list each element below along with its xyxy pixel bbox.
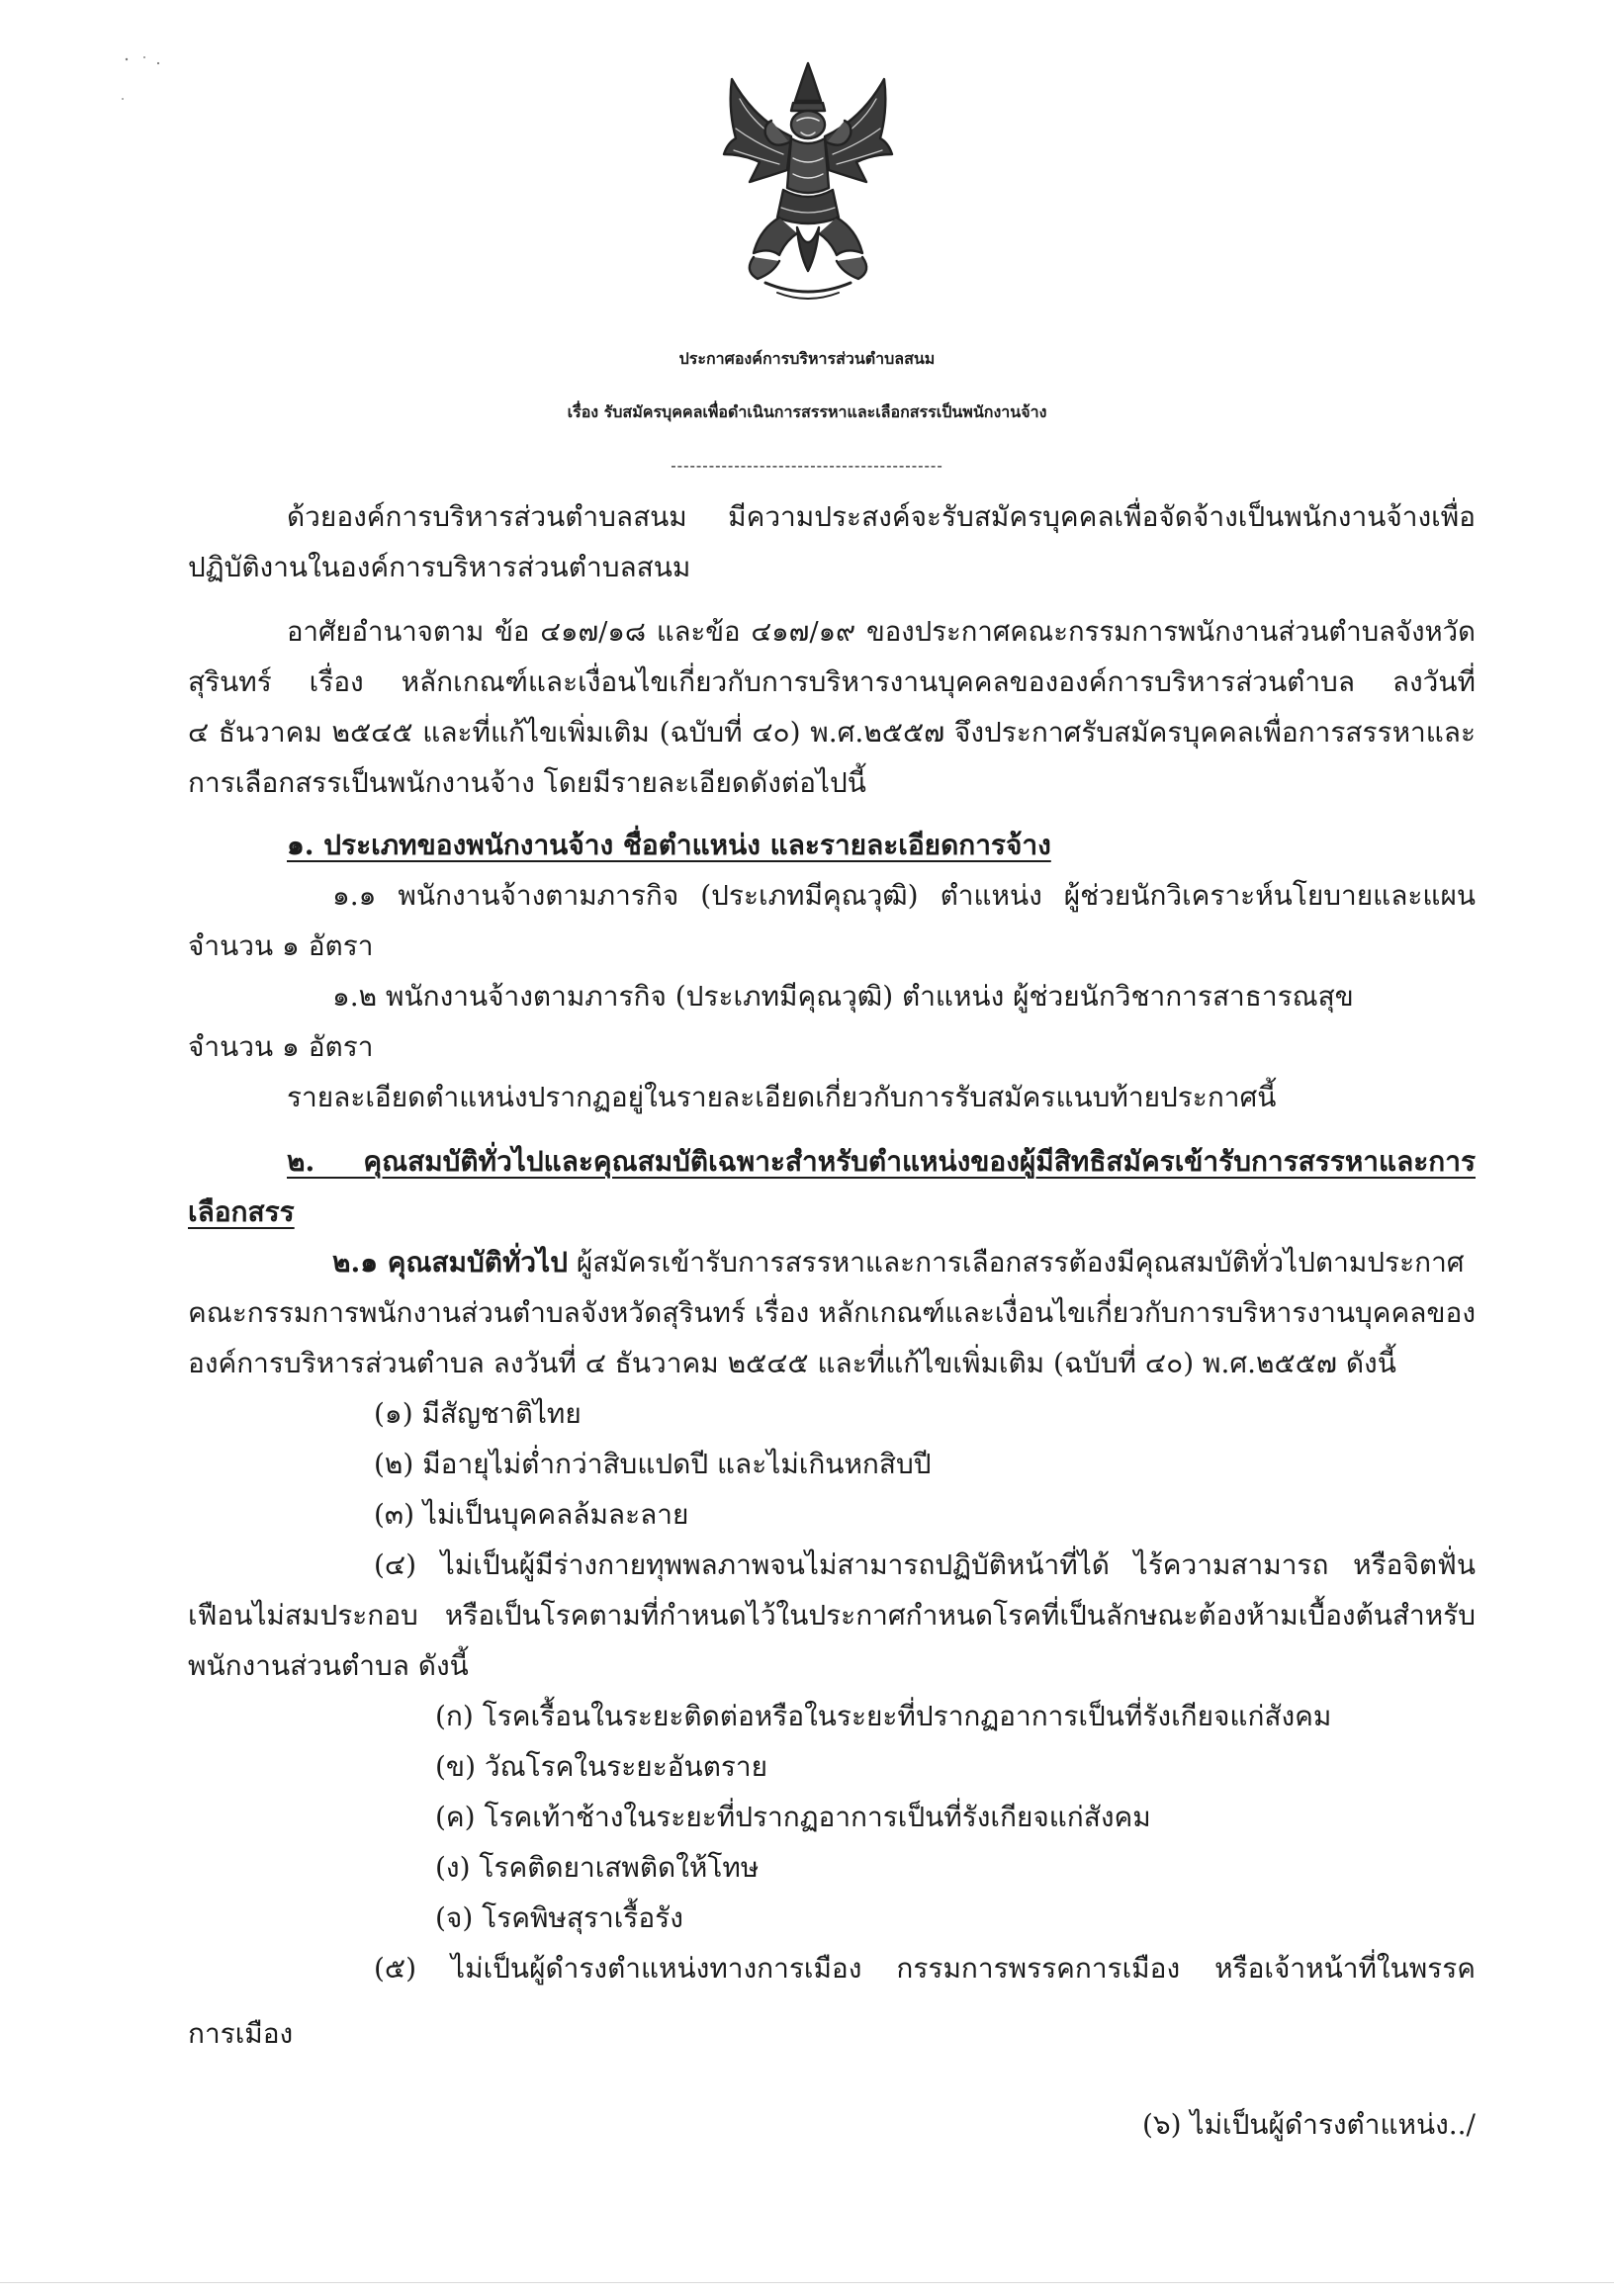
title-divider: -------------------------------------------	[671, 456, 943, 475]
disease-item-4: (ง) โรคติดยาเสพติดให้โทษ	[435, 1851, 760, 1884]
section-1-item-1-line-1: ๑.๑ พนักงานจ้างตามภารกิจ (ประเภทมีคุณวุฒิ) ตำแหน่ง ผู้ช่วยนักวิเคราะห์นโยบายและแผน	[332, 879, 1476, 912]
section-1-item-1-line-2: จำนวน ๑ อัตรา	[188, 929, 374, 962]
announcement-subject: เรื่อง รับสมัครบุคคลเพื่อดำเนินการสรรหาและเลือกสรรเป็นพนักงานจ้าง	[567, 402, 1047, 421]
section-1-item-2-line-2: จำนวน ๑ อัตรา	[188, 1030, 374, 1063]
qualification-4-line-2: เฟือนไม่สมประกอบ หรือเป็นโรคตามที่กำหนดไว้ในประกาศกำหนดโรคที่เป็นลักษณะต้องห้ามเบื้องต้นสำหรับ	[188, 1599, 1476, 1632]
intro-paragraph-2-line-2: สุรินทร์ เรื่อง หลักเกณฑ์และเงื่อนไขเกี่ยวกับการบริหารงานบุคคลขององค์การบริหารส่วนตำบล ลงวันที่	[188, 665, 1476, 698]
scan-edge-line	[0, 2282, 1614, 2283]
scan-specks	[119, 49, 178, 109]
intro-paragraph-1-line-1: ด้วยองค์การบริหารส่วนตำบลสนม มีความประสงค์จะรับสมัครบุคคลเพื่อจัดจ้างเป็นพนักงานจ้างเพื่อ	[287, 500, 1476, 533]
qualification-1: (๑) มีสัญชาติไทย	[374, 1397, 582, 1430]
section-1-item-2-line-1: ๑.๒ พนักงานจ้างตามภารกิจ (ประเภทมีคุณวุฒิ) ตำแหน่ง ผู้ช่วยนักวิชาการสาธารณสุข	[332, 980, 1354, 1013]
qualification-5-line-1: (๕) ไม่เป็นผู้ดำรงตำแหน่งทางการเมือง กรรมการพรรคการเมือง หรือเจ้าหน้าที่ในพรรค	[374, 1952, 1476, 1985]
disease-item-1: (ก) โรคเรื้อนในระยะติดต่อหรือในระยะที่ปรากฏอาการเป็นที่รังเกียจแก่สังคม	[435, 1700, 1332, 1732]
section-1-note: รายละเอียดตำแหน่งปรากฏอยู่ในรายละเอียดเกี่ยวกับการรับสมัครแนบท้ายประกาศนี้	[287, 1081, 1277, 1113]
qualification-4-line-3: พนักงานส่วนตำบล ดังนี้	[188, 1649, 469, 1682]
disease-item-2: (ข) วัณโรคในระยะอันตราย	[435, 1750, 768, 1783]
section-2-1-line-3: องค์การบริหารส่วนตำบล ลงวันที่ ๔ ธันวาคม ๒๕๔๕ และที่แก้ไขเพิ่มเติม (ฉบับที่ ๔๐) พ.ศ.๒๕๕๗ ดังนี้	[188, 1347, 1396, 1379]
section-2-heading-line-1: ๒. คุณสมบัติทั่วไปและคุณสมบัติเฉพาะสำหรับตำแหน่งของผู้มีสิทธิสมัครเข้ารับการสรรหาและการ	[287, 1145, 1476, 1178]
section-2-1-label: ๒.๑ คุณสมบัติทั่วไป	[332, 1246, 568, 1279]
disease-item-5: (จ) โรคพิษสุราเรื้อรัง	[435, 1901, 683, 1934]
announcement-title: ประกาศองค์การบริหารส่วนตำบลสนม	[678, 349, 936, 368]
intro-paragraph-2-line-1: อาศัยอำนาจตาม ข้อ ๔๑๗/๑๘ และข้อ ๔๑๗/๑๙ ของประกาศคณะกรรมการพนักงานส่วนตำบลจังหวัด	[287, 616, 1476, 648]
qualification-2: (๒) มีอายุไม่ต่ำกว่าสิบแปดปี และไม่เกินหกสิบปี	[374, 1448, 932, 1480]
qualification-5-line-2: การเมือง	[188, 2017, 294, 2050]
garuda-emblem-icon	[714, 59, 902, 307]
qualification-4-line-1: (๔) ไม่เป็นผู้มีร่างกายทุพพลภาพจนไม่สามารถปฏิบัติหน้าที่ได้ ไร้ความสามารถ หรือจิตฟั่น	[374, 1548, 1476, 1581]
section-2-1-text: ผู้สมัครเข้ารับการสรรหาและการเลือกสรรต้องมีคุณสมบัติทั่วไปตามประกาศ	[567, 1246, 1465, 1279]
intro-paragraph-2-line-4: การเลือกสรรเป็นพนักงานจ้าง โดยมีรายละเอียดดังต่อไปนี้	[188, 766, 866, 799]
intro-paragraph-1-line-2: ปฏิบัติงานในองค์การบริหารส่วนตำบลสนม	[188, 551, 691, 583]
continuation-note: (๖) ไม่เป็นผู้ดำรงตำแหน่ง../	[1141, 2108, 1476, 2141]
section-1-heading: ๑. ประเภทของพนักงานจ้าง ชื่อตำแหน่ง และรายละเอียดการจ้าง	[287, 829, 1051, 861]
section-2-heading-line-2: เลือกสรร	[188, 1195, 295, 1228]
section-2-1-line-1	[332, 1244, 1476, 1281]
intro-paragraph-2-line-3: ๔ ธันวาคม ๒๕๔๕ และที่แก้ไขเพิ่มเติม (ฉบับที่ ๔๐) พ.ศ.๒๕๕๗ จึงประกาศรับสมัครบุคคลเพื่อการสรรหาและ	[188, 716, 1476, 749]
section-2-1-line-2: คณะกรรมการพนักงานส่วนตำบลจังหวัดสุรินทร์ เรื่อง หลักเกณฑ์และเงื่อนไขเกี่ยวกับการบริหารงานบุคคลของ	[188, 1296, 1476, 1329]
qualification-3: (๓) ไม่เป็นบุคคลล้มละลาย	[374, 1498, 689, 1531]
disease-item-3: (ค) โรคเท้าช้างในระยะที่ปรากฏอาการเป็นที่รังเกียจแก่สังคม	[435, 1801, 1151, 1833]
